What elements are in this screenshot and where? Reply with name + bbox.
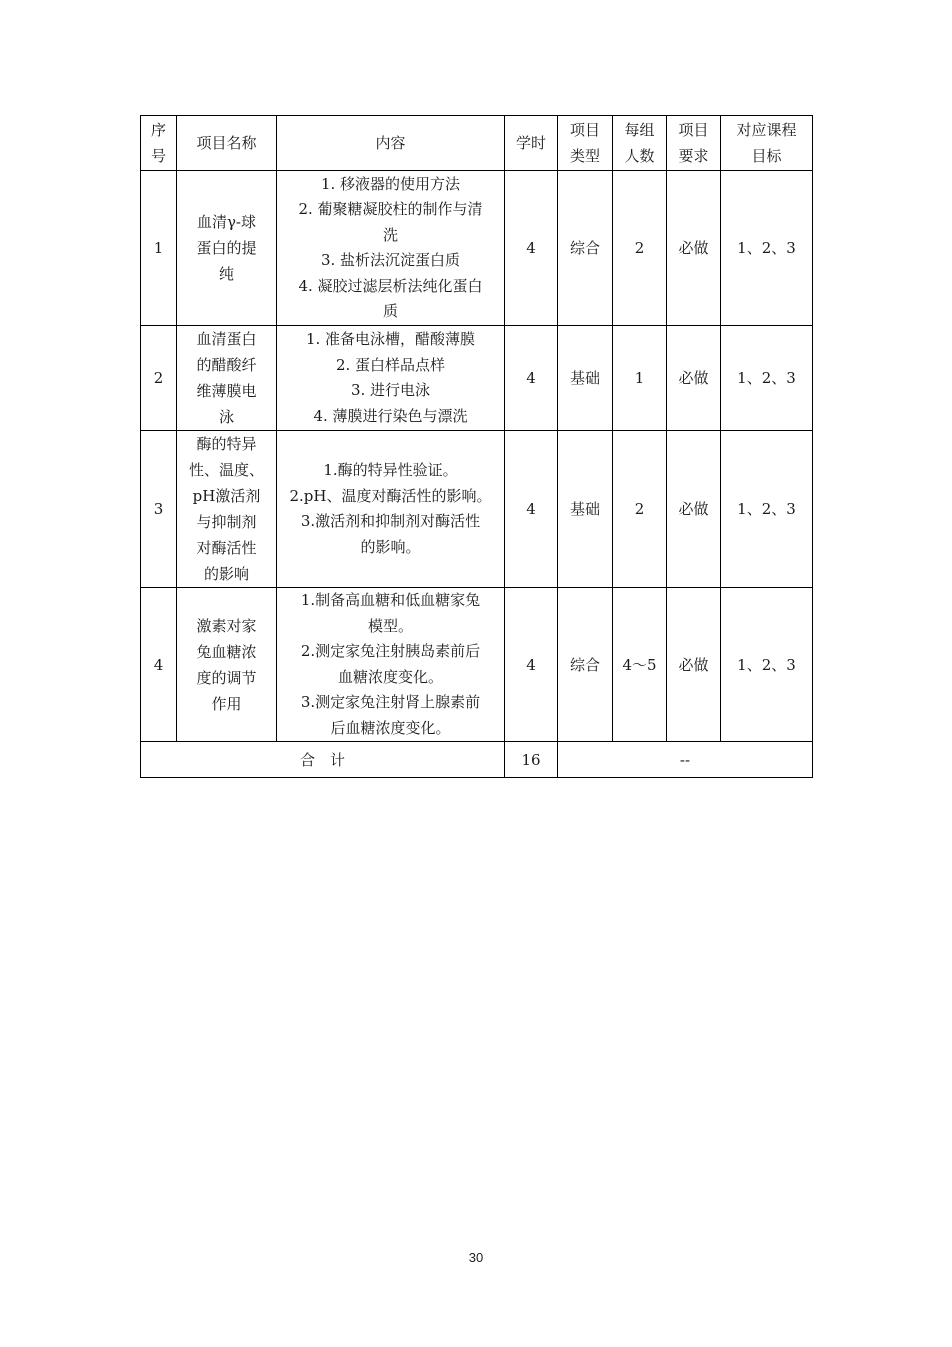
row-name: 血清γ-球 蛋白的提 纯 (177, 171, 277, 326)
table-row (141, 588, 813, 742)
row-content: 1.制备高血糖和低血糖家兔 模型。 2.测定家兔注射胰岛素前后 血糖浓度变化。 3.测定家兔注射肾上腺素前 后血糖浓度变化。 (277, 588, 505, 742)
row-group: 2 (613, 171, 667, 326)
total-row (141, 742, 813, 778)
header-row (141, 116, 813, 171)
row-group: 1 (613, 326, 667, 431)
row-req: 必做 (667, 326, 721, 431)
row-goal: 1、2、3 (721, 588, 813, 742)
row-name: 血清蛋白 的醋酸纤 维薄膜电 泳 (177, 326, 277, 431)
row-goal: 1、2、3 (721, 171, 813, 326)
row-content: 1. 移液器的使用方法 2. 葡聚糖凝胶柱的制作与清 洗 3. 盐析法沉淀蛋白质 4. 凝胶过滤层析法纯化蛋白 质 (277, 171, 505, 326)
row-content: 1. 准备电泳槽，醋酸薄膜 2. 蛋白样品点样 3. 进行电泳 4. 薄膜进行染色与漂洗 (277, 326, 505, 431)
total-label: 合 计 (141, 742, 505, 778)
header-type: 项目 类型 (558, 116, 613, 171)
header-req: 项目 要求 (667, 116, 721, 171)
header-name: 项目名称 (177, 116, 277, 171)
page-number: 30 (468, 1250, 484, 1265)
row-goal: 1、2、3 (721, 326, 813, 431)
table-row (141, 171, 813, 326)
row-type: 综合 (558, 588, 613, 742)
header-content: 内容 (277, 116, 505, 171)
row-hours: 4 (505, 171, 558, 326)
row-content: 1.酶的特异性验证。 2.pH、温度对酶活性的影响。 3.激活剂和抑制剂对酶活性 的影响。 (277, 431, 505, 588)
header-seq: 序 号 (141, 116, 177, 171)
row-name: 激素对家 兔血糖浓 度的调节 作用 (177, 588, 277, 742)
header-group: 每组 人数 (613, 116, 667, 171)
row-hours: 4 (505, 326, 558, 431)
header-hours: 学时 (505, 116, 558, 171)
row-name: 酶的特异 性、温度、 pH激活剂 与抑制剂 对酶活性 的影响 (177, 431, 277, 588)
row-req: 必做 (667, 588, 721, 742)
experiment-table (140, 115, 813, 778)
total-hours: 16 (505, 742, 558, 778)
row-seq: 3 (141, 431, 177, 588)
row-type: 综合 (558, 171, 613, 326)
row-type: 基础 (558, 431, 613, 588)
row-req: 必做 (667, 431, 721, 588)
row-hours: 4 (505, 431, 558, 588)
total-rest: -- (558, 742, 813, 778)
row-type: 基础 (558, 326, 613, 431)
row-seq: 1 (141, 171, 177, 326)
table-row (141, 326, 813, 431)
row-seq: 2 (141, 326, 177, 431)
row-group: 4～5 (613, 588, 667, 742)
row-group: 2 (613, 431, 667, 588)
header-goal: 对应课程 目标 (721, 116, 813, 171)
row-req: 必做 (667, 171, 721, 326)
row-seq: 4 (141, 588, 177, 742)
table-row (141, 431, 813, 588)
row-goal: 1、2、3 (721, 431, 813, 588)
row-hours: 4 (505, 588, 558, 742)
